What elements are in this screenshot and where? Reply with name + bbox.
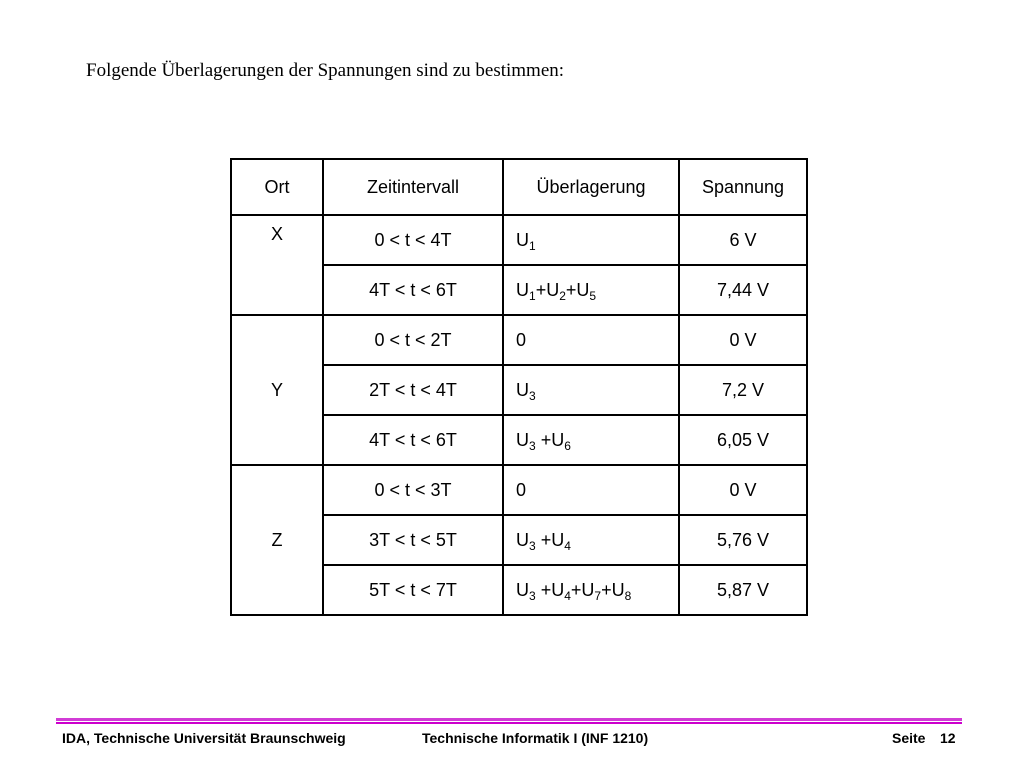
cell-zeitintervall: 0 < t < 3T: [323, 465, 503, 515]
formula-term: +U: [535, 579, 565, 600]
footer-line-top: [56, 718, 962, 721]
cell-spannung: 6,05 V: [679, 415, 807, 465]
cell-ueberlagerung: [503, 215, 679, 265]
cell-ueberlagerung: [503, 265, 679, 315]
formula-subscript: 4: [564, 588, 571, 603]
formula-term: U: [516, 529, 529, 550]
formula-term: +U: [535, 529, 565, 550]
cell-zeitintervall: 3T < t < 5T: [323, 515, 503, 565]
formula-subscript: 4: [564, 538, 571, 553]
cell-ueberlagerung: [503, 515, 679, 565]
cell-ort: X: [231, 215, 323, 315]
cell-ueberlagerung: [503, 315, 679, 365]
formula-subscript: 7: [594, 588, 602, 603]
formula-term: U: [516, 279, 529, 300]
cell-zeitintervall: 2T < t < 4T: [323, 365, 503, 415]
cell-ort: Y: [231, 315, 323, 465]
formula-subscript: 6: [564, 438, 571, 453]
footer-institution: IDA, Technische Universität Braunschweig: [62, 730, 346, 746]
cell-spannung: 7,2 V: [679, 365, 807, 415]
cell-spannung: 5,87 V: [679, 565, 807, 615]
cell-ueberlagerung: [503, 565, 679, 615]
header-ueberlagerung: Überlagerung: [503, 159, 679, 215]
cell-zeitintervall: 0 < t < 4T: [323, 215, 503, 265]
formula-term: 0: [516, 479, 527, 500]
cell-spannung: 6 V: [679, 215, 807, 265]
slide-heading: Folgende Überlagerungen der Spannungen sind zu bestimmen:: [86, 60, 565, 81]
cell-ueberlagerung: [503, 365, 679, 415]
formula-term: U: [516, 579, 529, 600]
formula-subscript: 3: [529, 388, 536, 403]
footer-course: Technische Informatik I (INF 1210): [422, 730, 649, 746]
cell-spannung: 5,76 V: [679, 515, 807, 565]
table-body: [231, 215, 807, 615]
cell-zeitintervall: 0 < t < 2T: [323, 315, 503, 365]
formula-term: +U: [570, 579, 595, 600]
formula-subscript: 8: [624, 588, 632, 603]
footer-page-number: 12: [940, 730, 956, 746]
cell-ueberlagerung: [503, 465, 679, 515]
formula-term: +U: [601, 579, 625, 600]
formula-term: U: [516, 429, 529, 450]
footer-page-label: Seite: [892, 730, 926, 746]
formula-subscript: 3: [529, 438, 536, 453]
cell-spannung: 7,44 V: [679, 265, 807, 315]
formula-subscript: 1: [529, 288, 536, 303]
cell-ueberlagerung: [503, 415, 679, 465]
formula-term: +U: [535, 429, 565, 450]
table-header-row: [231, 159, 807, 215]
formula-subscript: 5: [589, 288, 597, 303]
formula-term: U: [516, 379, 529, 400]
formula-term: +U: [535, 279, 560, 300]
formula-subscript: 3: [529, 588, 536, 603]
header-spannung: Spannung: [679, 159, 807, 215]
formula-subscript: 3: [529, 538, 536, 553]
table-row: [231, 215, 807, 265]
table-row: [231, 465, 807, 515]
footer-line-bottom: [56, 722, 962, 724]
cell-spannung: 0 V: [679, 465, 807, 515]
formula-term: U: [516, 229, 529, 250]
overlay-table: [230, 158, 808, 616]
cell-zeitintervall: 5T < t < 7T: [323, 565, 503, 615]
cell-zeitintervall: 4T < t < 6T: [323, 265, 503, 315]
header-zeitintervall: Zeitintervall: [323, 159, 503, 215]
table-row: [231, 315, 807, 365]
formula-subscript: 2: [559, 288, 566, 303]
header-ort: Ort: [231, 159, 323, 215]
cell-ort: Z: [231, 465, 323, 615]
cell-spannung: 0 V: [679, 315, 807, 365]
formula-term: +U: [565, 279, 590, 300]
cell-zeitintervall: 4T < t < 6T: [323, 415, 503, 465]
formula-term: 0: [516, 329, 527, 350]
formula-subscript: 1: [529, 238, 536, 253]
